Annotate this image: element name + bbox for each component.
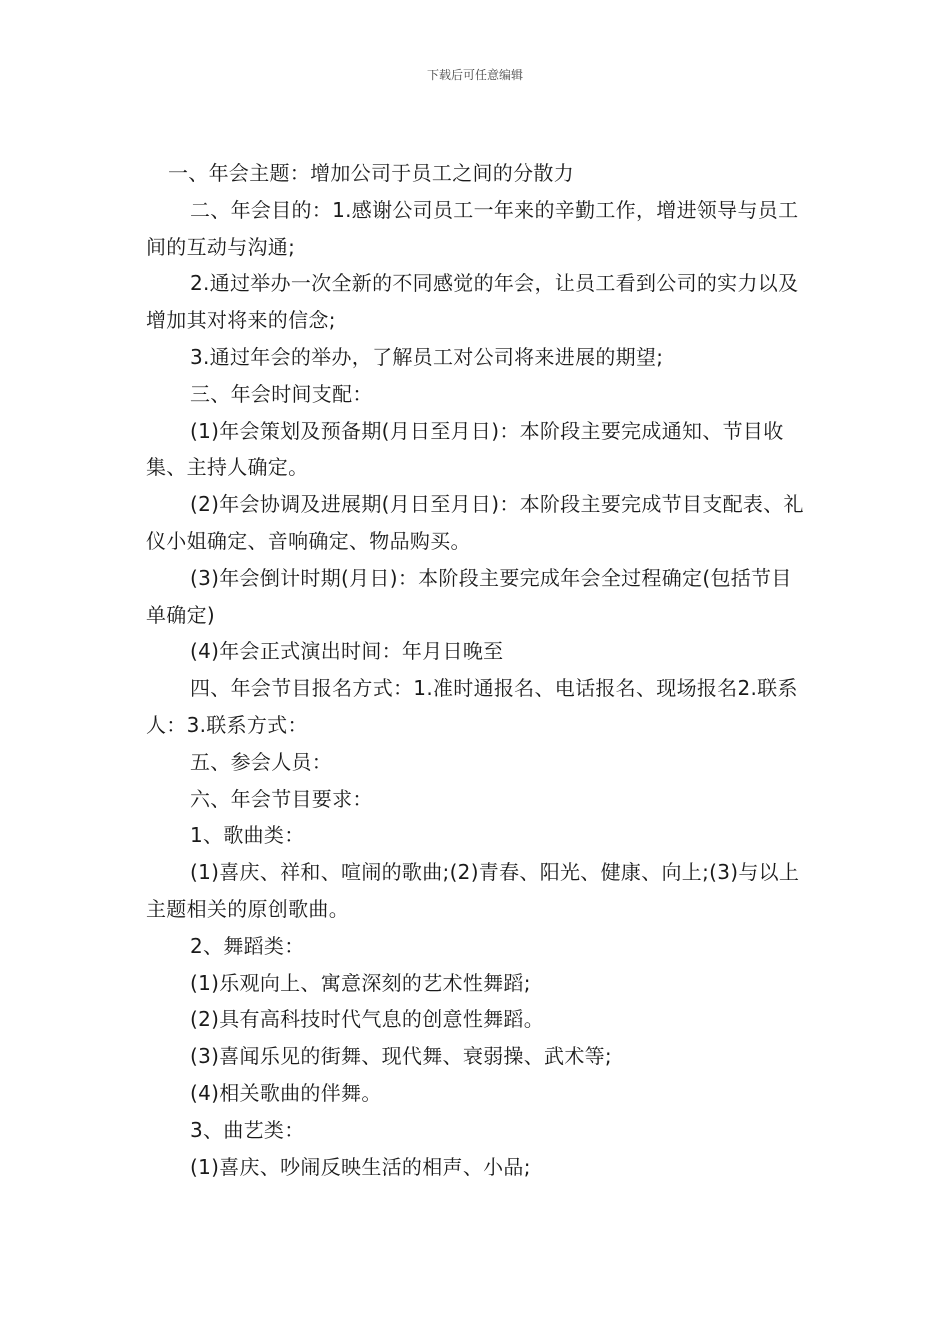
- paragraph-dance-3: (3)喜闻乐见的街舞、现代舞、衰弱操、武术等;: [190, 1044, 612, 1069]
- document-body: [146, 155, 810, 1185]
- paragraph-quyi-heading: 3、曲艺类：: [190, 1117, 305, 1142]
- paragraph-dance-4: (4)相关歌曲的伴舞。: [190, 1080, 382, 1105]
- paragraph-attendees: 五、参会人员：: [190, 749, 333, 774]
- paragraph-schedule-3: (3)年会倒计时期(月日)：本阶段主要完成年会全过程确定(包括节目单确定): [146, 565, 792, 627]
- paragraph-songs-heading: 1、歌曲类：: [190, 823, 305, 848]
- paragraph-theme: 一、年会主题：增加公司于员工之间的分散力: [168, 161, 574, 185]
- paragraph-purpose-2: 2.通过举办一次全新的不同感觉的年会，让员工看到公司的实力以及增加其对将来的信念;: [146, 271, 799, 333]
- paragraph-schedule-heading: 三、年会时间支配：: [190, 381, 373, 406]
- paragraph-quyi-1: (1)喜庆、吵闹反映生活的相声、小品;: [190, 1154, 531, 1179]
- paragraph-requirements-heading: 六、年会节目要求：: [190, 786, 373, 811]
- paragraph-purpose-3: 3.通过年会的举办，了解员工对公司将来进展的期望;: [190, 344, 664, 369]
- paragraph-signup: 四、年会节目报名方式：1.准时通报名、电话报名、现场报名2.联系人：3.联系方式：: [146, 676, 798, 737]
- header-note: 下载后可任意编辑: [426, 68, 523, 82]
- paragraph-dance-2: (2)具有高科技时代气息的创意性舞蹈。: [190, 1007, 545, 1032]
- paragraph-schedule-2: (2)年会协调及进展期(月日至月日)：本阶段主要完成节目支配表、礼仪小姐确定、音响确定、物品购买。: [146, 492, 804, 553]
- paragraph-schedule-4: (4)年会正式演出时间：年月日晚至: [190, 639, 504, 664]
- paragraph-purpose-1: 二、年会目的：1.感谢公司员工一年来的辛勤工作，增进领导与员工间的互动与沟通;: [146, 197, 799, 259]
- paragraph-schedule-1: (1)年会策划及预备期(月日至月日)：本阶段主要完成通知、节目收集、主持人确定。: [146, 418, 784, 480]
- paragraph-songs-items: (1)喜庆、祥和、喧闹的歌曲;(2)青春、阳光、健康、向上;(3)与以上主题相关的原创歌曲。: [146, 860, 800, 921]
- paragraph-dance-1: (1)乐观向上、寓意深刻的艺术性舞蹈;: [190, 970, 531, 995]
- paragraph-dance-heading: 2、舞蹈类：: [190, 933, 305, 958]
